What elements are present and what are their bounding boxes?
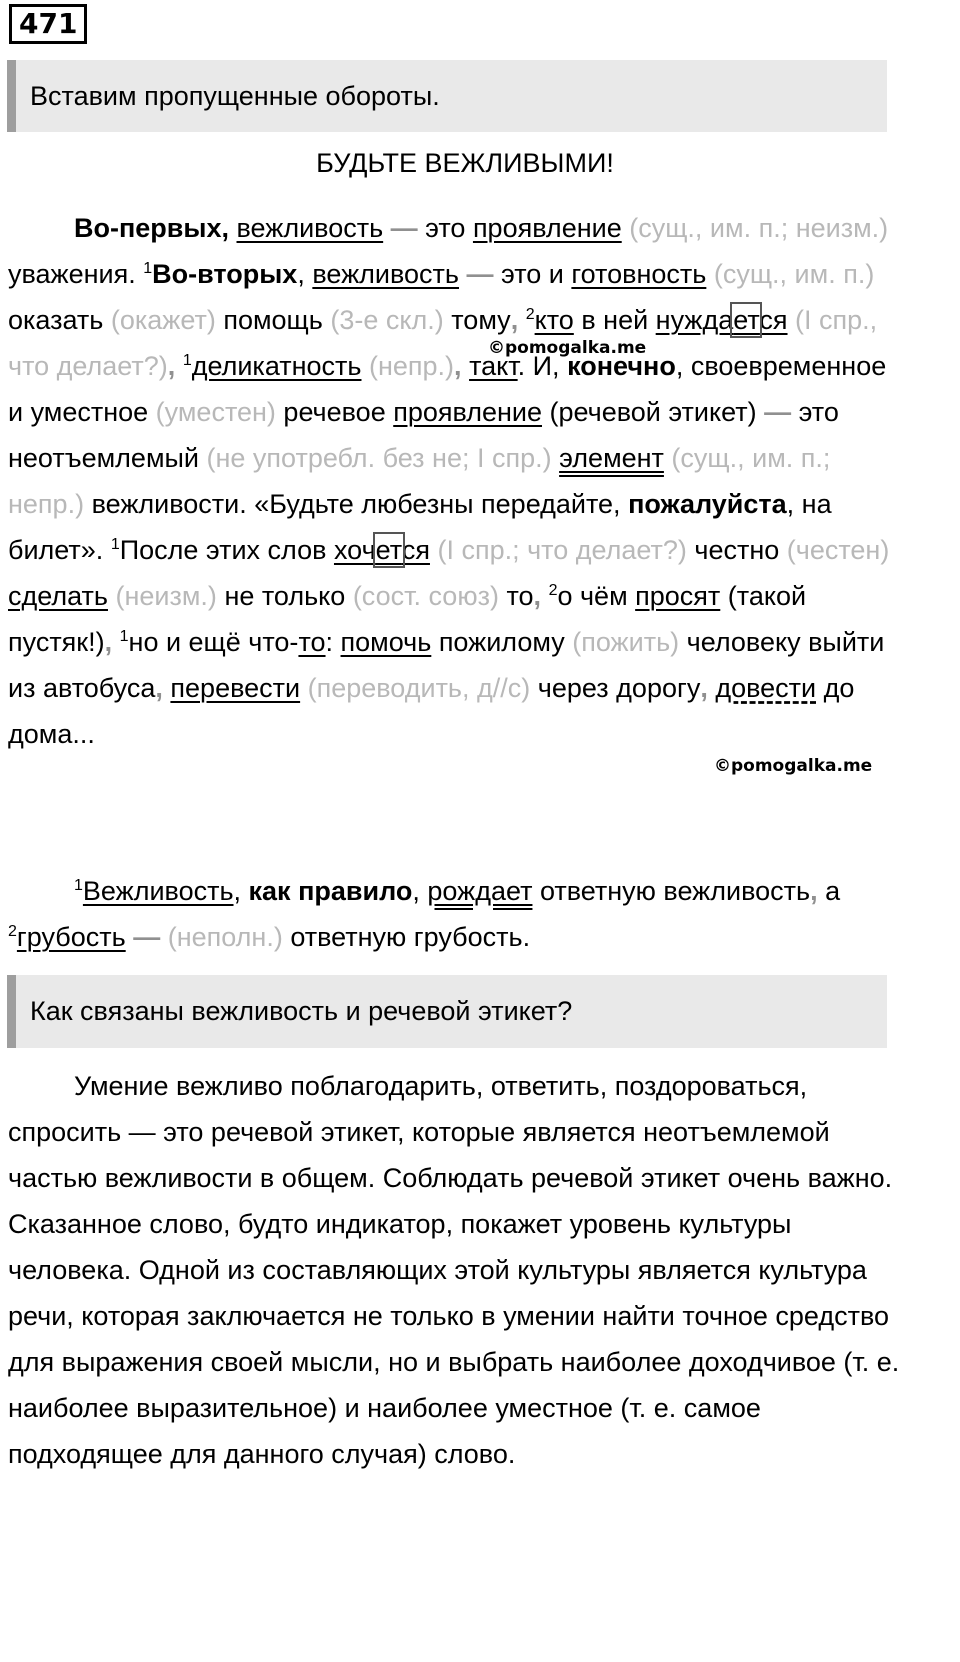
text-fragment: тому xyxy=(443,305,511,335)
text-fragment: уважения. xyxy=(8,259,144,289)
text-fragment: оказать xyxy=(8,305,111,335)
text-fragment: в ней xyxy=(573,305,656,335)
text-fragment: (речевой этикет) xyxy=(542,397,765,427)
predicate-word: помочь xyxy=(340,627,432,657)
comma-mark: , xyxy=(155,673,171,703)
intro-word: Во-вторых xyxy=(152,259,298,289)
subject-word: деликатность xyxy=(191,351,362,381)
grammar-hint: (переводить, д//с) xyxy=(300,673,531,703)
text-fragment: ответную вежливость xyxy=(532,876,811,906)
grammar-hint: (неполн.) xyxy=(167,922,283,952)
text-fragment: но и ещё что- xyxy=(128,627,299,657)
text-fragment: человеку выйти из автобуса xyxy=(8,627,885,703)
clause-index: 1 xyxy=(143,260,153,277)
section-heading-text: Вставим пропущенные обороты. xyxy=(30,80,440,111)
subject-word: кто xyxy=(534,305,574,335)
dash-mark: — xyxy=(125,922,168,952)
dash-mark: — xyxy=(764,397,792,427)
text-fragment: , xyxy=(297,259,313,289)
grammar-hint: (не употребл. без не; I спр.) xyxy=(206,443,552,473)
ending-box: ет xyxy=(375,535,402,565)
subject-word: грубость xyxy=(16,922,126,952)
subject-word: вежливость xyxy=(312,259,459,289)
text-fragment: : xyxy=(325,627,341,657)
predicate-word: просят xyxy=(635,581,721,611)
intro-word: конечно xyxy=(567,351,676,381)
text-fragment: помощь xyxy=(215,305,331,335)
answer-paragraph: Умение вежливо поблагодарить, ответить, поздороваться, спросить — это речевой этикет, которые является неотъемлемой частью вежливости в общем. Соблюдать речевой этикет очень важно. Сказанное слово, будто индикатор, покажет уровень культуры человека. Одной из составляющих этой культуры является культура речи, которая заключается не только в умении найти точное средство для выражения своей мысли, но и выбрать наиболее доходчивое (т. е. наиболее выразительное) и наиболее уместное (т. е. самое подходящее для данного случая) слово. xyxy=(8,1071,900,1469)
grammar-hint: (I спр.; что делает?) xyxy=(429,535,687,565)
word-part: ся xyxy=(401,535,430,565)
watermark: ©pomogalka.me xyxy=(488,338,647,358)
comma-mark: , xyxy=(533,581,549,611)
grammar-hint: (уместен) xyxy=(155,397,276,427)
clause-index: 2 xyxy=(525,306,535,323)
text-fragment: до дома... xyxy=(8,673,855,749)
grammar-hint: (окажет) xyxy=(110,305,216,335)
intro-word: Во-первых, xyxy=(74,213,229,243)
comma-mark: , xyxy=(700,673,716,703)
grammar-hint: (I спр., что делает?) xyxy=(8,305,878,381)
grammar-hint: (неизм.) xyxy=(107,581,217,611)
word-part: ся xyxy=(759,305,788,335)
text-fragment: это неотъемлемый xyxy=(8,397,839,473)
subject-word: проявление xyxy=(393,397,542,427)
text-fragment: речевое xyxy=(275,397,394,427)
grammar-hint: (пожить) xyxy=(572,627,680,657)
text-fragment: , xyxy=(233,876,249,906)
comma-mark: , xyxy=(510,305,526,335)
word-part: нужда xyxy=(655,305,734,335)
subject-word: то xyxy=(298,627,326,657)
grammar-hint: (3-е скл.) xyxy=(330,305,444,335)
predicate-word: сделать xyxy=(8,581,108,611)
section-heading-question xyxy=(7,975,887,1048)
word-part: хоч xyxy=(333,535,376,565)
comma-mark: , xyxy=(810,876,826,906)
predicate-word: рождает xyxy=(427,876,533,906)
intro-word: пожалуйста xyxy=(628,489,787,519)
predicate-word: довести xyxy=(715,673,817,703)
clause-index: 1 xyxy=(110,536,120,553)
task-number: 471 xyxy=(9,4,87,44)
text-fragment: , xyxy=(412,876,428,906)
predicate-word: элемент xyxy=(559,443,664,473)
subject-word: такт xyxy=(469,351,518,381)
clause-index: 1 xyxy=(119,628,129,645)
text-fragment: После этих слов xyxy=(119,535,334,565)
conjunction: не только xyxy=(224,581,346,611)
intro-word: как правило xyxy=(248,876,413,906)
subject-word: вежливость xyxy=(236,213,384,243)
text-fragment: через дорогу xyxy=(530,673,701,703)
text-fragment: честно xyxy=(686,535,787,565)
grammar-hint: (честен) xyxy=(786,535,890,565)
grammar-hint: (сущ., им. п.; неизм.) xyxy=(621,213,889,243)
text-fragment: вежливости. «Будьте любезны передайте, xyxy=(84,489,629,519)
text-fragment xyxy=(552,443,560,473)
text-fragment: о чём xyxy=(557,581,636,611)
predicate-word: готовность xyxy=(571,259,707,289)
dash-mark: — xyxy=(459,259,502,289)
text-fragment xyxy=(229,213,237,243)
text-fragment: , на билет». xyxy=(8,489,832,565)
text-fragment: (такой пустяк!) xyxy=(8,581,807,657)
predicate-word xyxy=(334,535,430,565)
clause-index: 2 xyxy=(548,582,558,599)
text-fragment: пожилому xyxy=(431,627,573,657)
text-fragment: а xyxy=(825,876,841,906)
text-fragment: то xyxy=(498,581,534,611)
section-heading-text: Как связаны вежливость и речевой этикет? xyxy=(30,996,573,1026)
dash-mark: — xyxy=(383,213,426,243)
predicate-word: проявление xyxy=(472,213,622,243)
watermark: ©pomogalka.me xyxy=(714,756,873,776)
exercise-paragraph-2 xyxy=(8,868,908,960)
text-fragment: . И, xyxy=(517,351,568,381)
exercise-paragraph-1 xyxy=(8,205,908,757)
comma-mark: , xyxy=(104,627,120,657)
grammar-hint: (сущ., им. п.; непр.) xyxy=(8,443,831,519)
section-heading-task xyxy=(7,60,887,132)
grammar-hint: (сущ., им. п.) xyxy=(706,259,875,289)
comma-mark: , xyxy=(454,351,470,381)
grammar-hint: (непр.) xyxy=(361,351,455,381)
text-fragment: это и xyxy=(501,259,572,289)
text-fragment: это xyxy=(425,213,473,243)
clause-index: 2 xyxy=(8,923,17,940)
predicate-word: перевести xyxy=(170,673,301,703)
text-fragment: ответную грубость. xyxy=(282,922,531,952)
clause-index: 1 xyxy=(74,877,83,894)
text-fragment: , своевременное и уместное xyxy=(8,351,887,427)
grammar-hint: (сост. союз) xyxy=(345,581,499,611)
predicate-word xyxy=(656,305,788,335)
subject-word: Вежливость xyxy=(82,876,234,906)
comma-mark: , xyxy=(167,351,183,381)
text-title: БУДЬТЕ ВЕЖЛИВЫМИ! xyxy=(316,148,614,178)
ending-box: ет xyxy=(733,305,760,335)
clause-index: 1 xyxy=(182,352,192,369)
